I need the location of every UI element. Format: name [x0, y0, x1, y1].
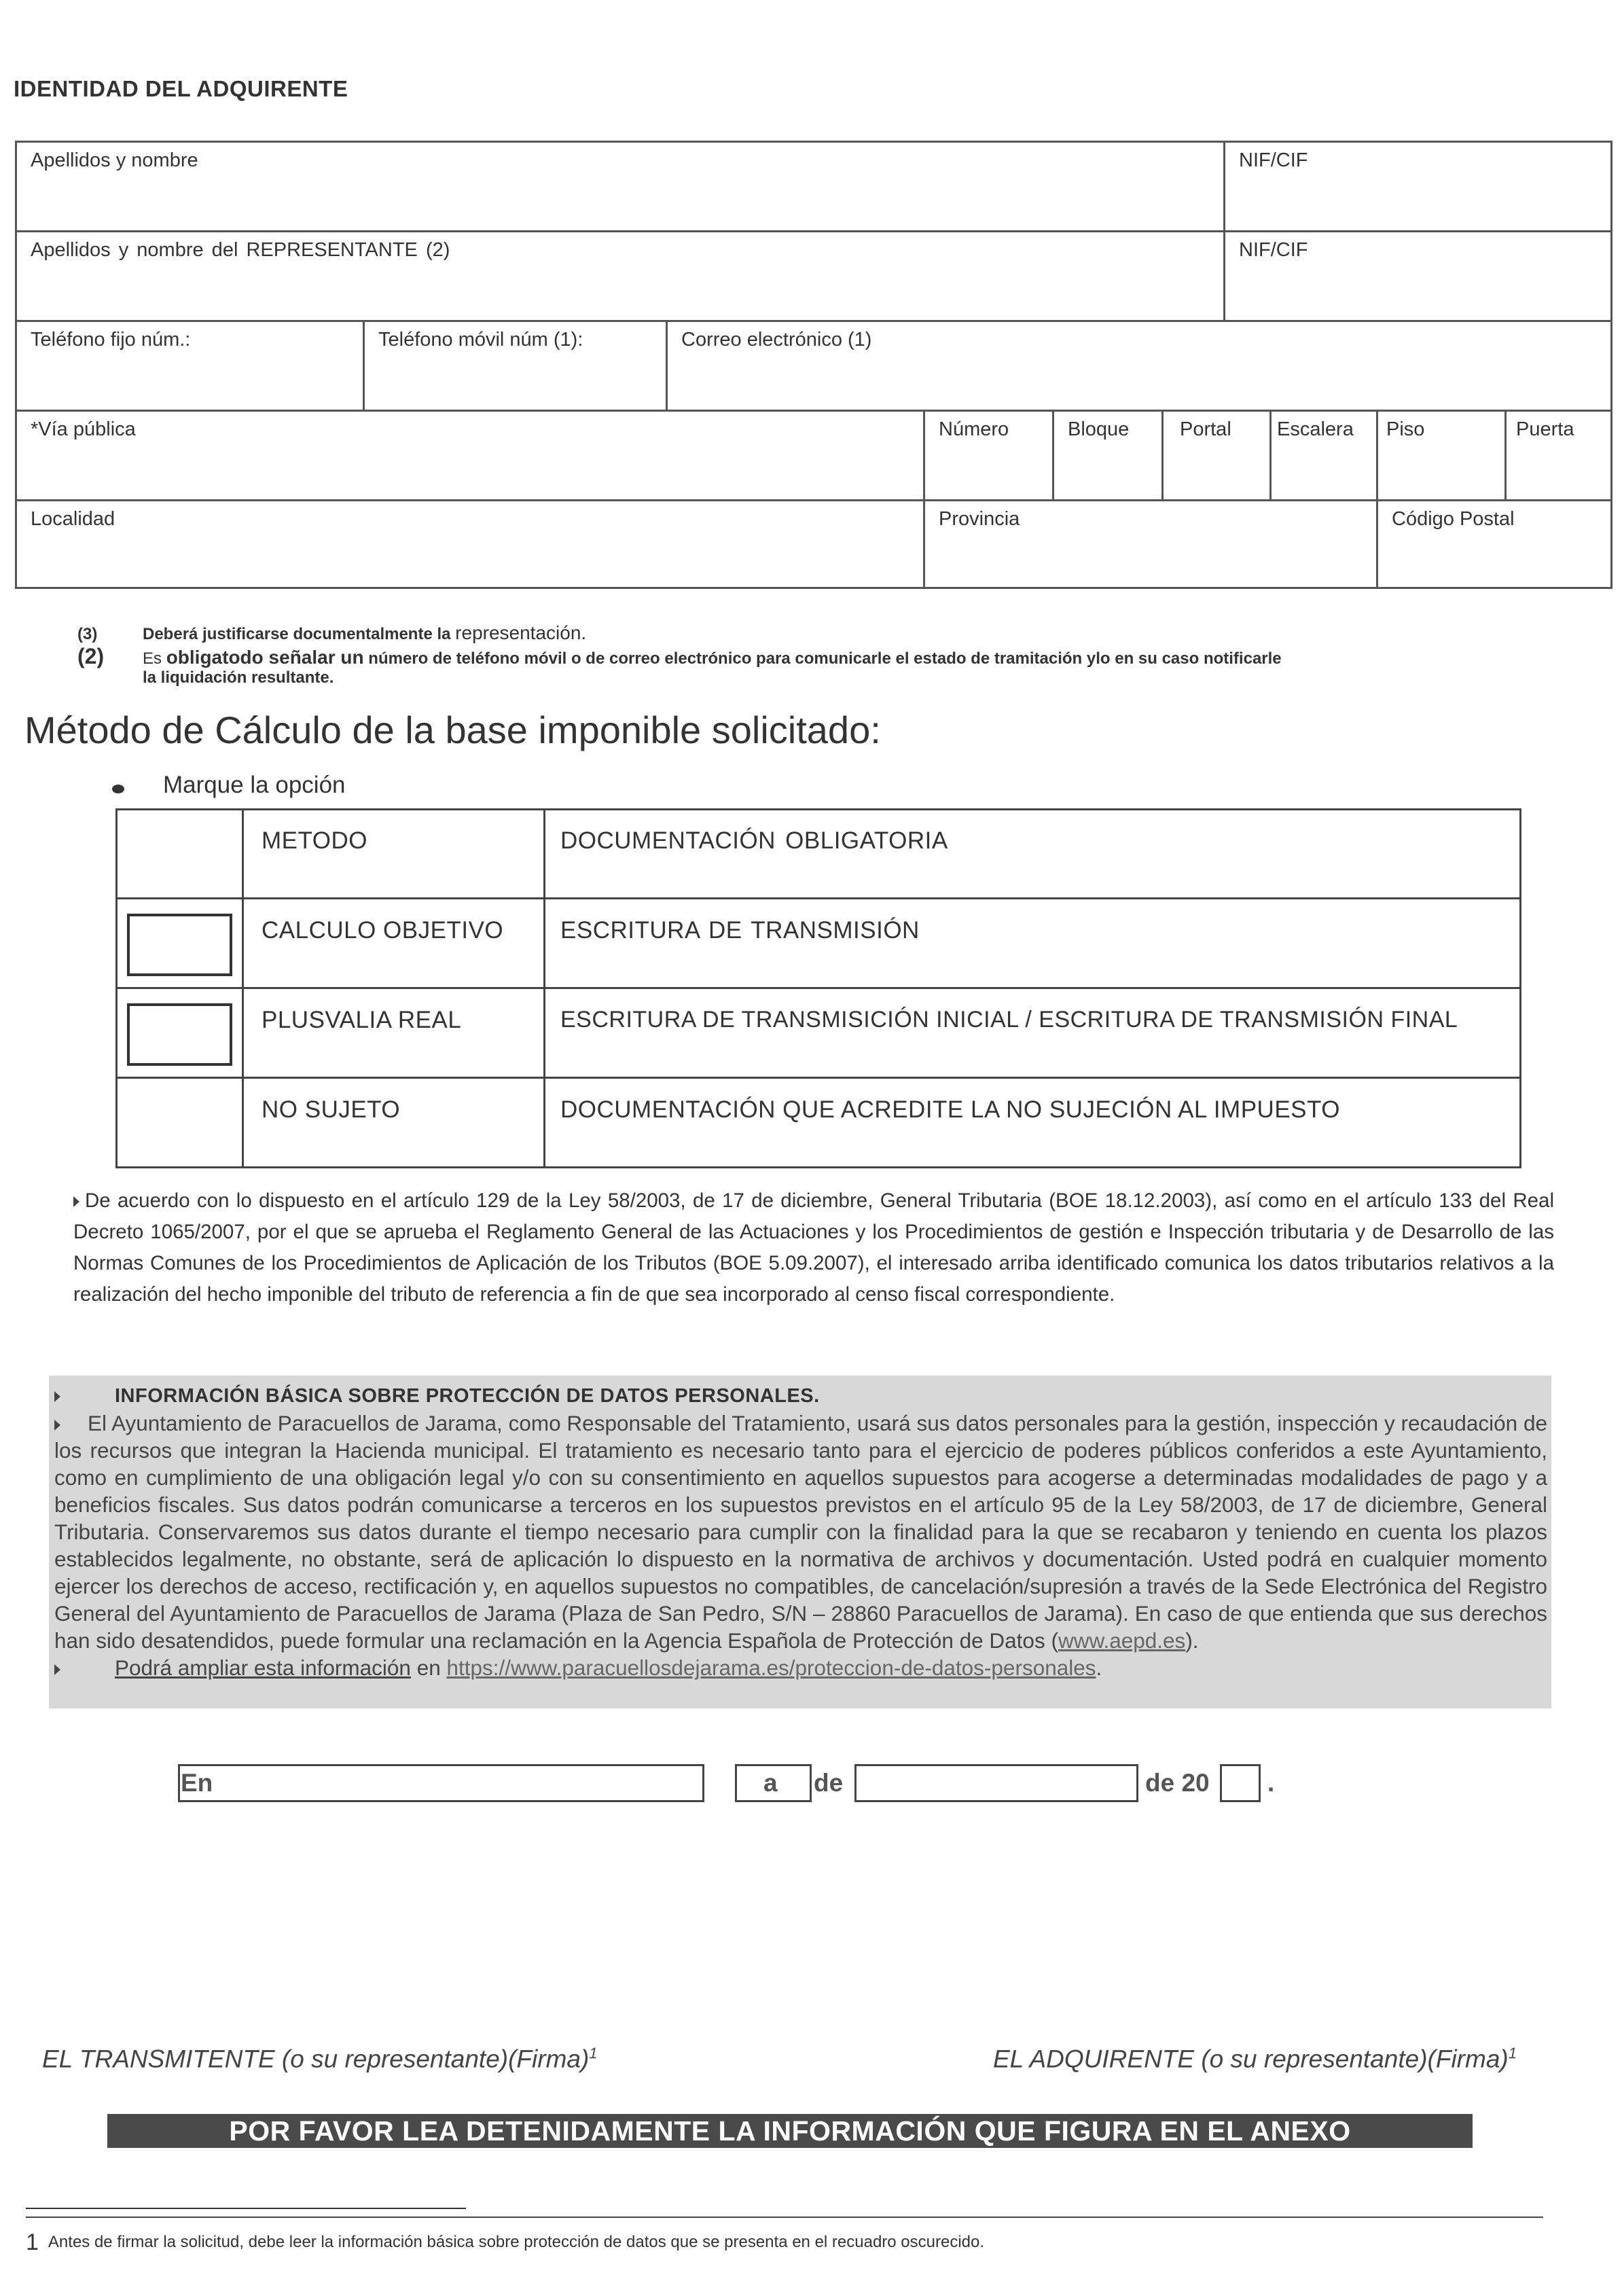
field-numero[interactable]: Número [939, 418, 1009, 440]
field-telefono-fijo[interactable]: Teléfono fijo núm.: [31, 329, 191, 351]
doc-calculo-objetivo: ESCRITURA DE TRANSMISIÓN [560, 917, 920, 944]
field-correo[interactable]: Correo electrónico (1) [681, 329, 872, 351]
header-metodo: METODO [262, 827, 367, 854]
label-de-20: de 20 [1145, 1769, 1210, 1797]
field-nif-representante[interactable]: NIF/CIF [1239, 239, 1308, 261]
footer-rule [26, 2217, 1543, 2218]
privacy-policy-link[interactable]: https://www.paracuellosdejarama.es/proteccion-de-datos-personales [446, 1655, 1096, 1680]
signature-adquirente: EL ADQUIRENTE (o su representante)(Firma)$^1$ [993, 2045, 1517, 2073]
aepd-link[interactable]: www.aepd.es [1058, 1628, 1186, 1653]
field-puerta[interactable]: Puerta [1516, 418, 1574, 440]
method-title: Método de Cálculo de la base imponible solicitado: [24, 708, 881, 751]
arrow-icon [73, 1196, 79, 1207]
field-telefono-movil[interactable]: Teléfono móvil núm (1): [378, 329, 583, 351]
footnote: 1 Antes de firmar la solicitud, debe leer la información básica sobre protección de datos que se presenta en el recuadro oscurecido. [26, 2229, 985, 2255]
month-input[interactable] [854, 1764, 1138, 1802]
year-input[interactable] [1220, 1764, 1261, 1802]
note-2-continuation: la liquidación resultante. [143, 668, 334, 687]
arrow-icon [54, 1664, 60, 1675]
field-nif[interactable]: NIF/CIF [1239, 149, 1308, 171]
doc-plusvalia-real: ESCRITURA DE TRANSMISICIÓN INICIAL / ESCRITURA DE TRANSMISIÓN FINAL [560, 1007, 1458, 1033]
field-representante[interactable]: Apellidos y nombre del REPRESENTANTE (2) [31, 239, 450, 261]
method-calculo-objetivo: CALCULO OBJETIVO [262, 917, 504, 944]
field-portal[interactable]: Portal [1180, 418, 1231, 440]
privacy-box: INFORMACIÓN BÁSICA SOBRE PROTECCIÓN DE DATOS PERSONALES. El Ayuntamiento de Paracuellos de Jarama, como Responsable del Tratamiento, usará sus datos personales para la gestión, inspección y recaudación de los recursos que integran la Hacienda municipal. El tratamiento es necesario tanto para el ejercicio de poderes públicos conferidos a este Ayuntamiento, como en cumplimiento de una obligación legal y/o con su consentimiento en aquellos supuestos para acogerse a determinadas modalidades de pago y a beneficios fiscales. Sus datos podrán comunicarse a terceros en los supuestos previstos en el artículo 95 de la Ley 58/2003, de 17 de diciembre, General Tributaria. Conservaremos sus datos durante el tiempo necesario para cumplir con la finalidad para la que se recabaron y teniendo en cuenta los plazos establecidos legalmente, no obstante, será de aplicación lo dispuesto en la normativa de archivos y documentación. Usted podrá en cualquier momento ejercer los derechos de acceso, rectificación y, en aquellos supuestos no compatibles, de cancelación/supresión a través de la Sede Electrónica del Registro General del Ayuntamiento de Paracuellos de Jarama (Plaza de San Pedro, S/N – 28860 Paracuellos de Jarama). En caso de que entienda que sus derechos han sido desatendidos, puede formular una reclamación en la Agencia Española de Protección de Datos (www.aepd.es). Podrá ampliar esta información en https://www.paracuellosdejarama.es/proteccion-de-datos-personales. [49, 1376, 1551, 1708]
section-title: IDENTIDAD DEL ADQUIRENTE [14, 76, 348, 101]
method-plusvalia-real: PLUSVALIA REAL [262, 1007, 462, 1033]
identity-table [15, 141, 1612, 589]
annex-banner: POR FAVOR LEA DETENIDAMENTE LA INFORMACIÓN QUE FIGURA EN EL ANEXO [107, 2114, 1473, 2148]
field-bloque[interactable]: Bloque [1068, 418, 1130, 440]
field-localidad[interactable]: Localidad [31, 508, 115, 530]
privacy-body: El Ayuntamiento de Paracuellos de Jarama, como Responsable del Tratamiento, usará sus datos personales para la gestión, inspección y recaudación de los recursos que integran la Hacienda municipal. El tratamiento es necesario tanto para el ejercicio de poderes públicos conferidos a este Ayuntamiento, como en cumplimiento de una obligación legal y/o con su consentimiento en aquellos supuestos para acogerse a determinadas modalidades de pago y a beneficios fiscales. Sus datos podrán comunicarse a terceros en los supuestos previstos en el artículo 95 de la Ley 58/2003, de 17 de diciembre, General Tributaria. Conservaremos sus datos durante el tiempo necesario para cumplir con la finalidad para la que se recabaron y teniendo en cuenta los plazos establecidos legalmente, no obstante, será de aplicación lo dispuesto en la normativa de archivos y documentación. Usted podrá en cualquier momento ejercer los derechos de acceso, rectificación y, en aquellos supuestos no compatibles, de cancelación/supresión a través de la Sede Electrónica del Registro General del Ayuntamiento de Paracuellos de Jarama (Plaza de San Pedro, S/N – 28860 Paracuellos de Jarama). En caso de que entienda que sus derechos han sido desatendidos, puede formular una reclamación en la Agencia Española de Protección de Datos ( [54, 1411, 1547, 1653]
arrow-icon [54, 1391, 60, 1402]
field-escalera[interactable]: Escalera [1277, 418, 1354, 440]
label-a: a [763, 1769, 778, 1797]
method-no-sujeto: NO SUJETO [262, 1096, 401, 1123]
checkbox-plusvalia-real[interactable] [127, 1003, 232, 1066]
note-2: (2) Es obligatodo señalar un número de teléfono móvil o de correo electrónico para comunicarle el estado de tramitación ylo en su caso notificarle [77, 644, 1282, 668]
field-piso[interactable]: Piso [1386, 418, 1425, 440]
method-instruction: Marque la opción [163, 772, 346, 798]
header-documentacion: DOCUMENTACIÓN OBLIGATORIA [560, 827, 948, 854]
place-input[interactable] [178, 1764, 704, 1802]
privacy-heading: INFORMACIÓN BÁSICA SOBRE PROTECCIÓN DE DATOS PERSONALES. [115, 1385, 820, 1407]
signature-transmitente: EL TRANSMITENTE (o su representante)(Firma)$^1$ [42, 2045, 598, 2073]
label-de: de [814, 1769, 844, 1797]
checkbox-calculo-objetivo[interactable] [127, 914, 232, 976]
footnote-divider [26, 2208, 466, 2209]
field-via-publica[interactable]: *Vía pública [31, 418, 136, 440]
doc-no-sujeto: DOCUMENTACIÓN QUE ACREDITE LA NO SUJECIÓN AL IMPUESTO [560, 1096, 1340, 1123]
label-en: En [181, 1769, 213, 1797]
label-dot: . [1267, 1769, 1275, 1797]
legal-notice: De acuerdo con lo dispuesto en el artículo 129 de la Ley 58/2003, de 17 de diciembre, General Tributaria (BOE 18.12.2003), así como en el artículo 133 del Real Decreto 1065/2007, por el que se aprueba el Reglamento General de las Actuaciones y los Procedimientos de gestión e Inspección tributaria y de Desarrollo de las Normas Comunes de los Procedimientos de Aplicación de los Tributos (BOE 5.09.2007), el interesado arriba identificado comunica los datos tributarios relativos a la realización del hecho imponible del tributo de referencia a fin de que sea incorporado al censo fiscal correspondiente. [73, 1189, 1554, 1306]
field-provincia[interactable]: Provincia [939, 508, 1020, 530]
bullet-icon [112, 785, 124, 793]
method-table [115, 808, 1521, 1168]
arrow-icon [54, 1420, 60, 1431]
note-3: (3) Deberá justificarse documentalmente la representación. [77, 622, 587, 643]
field-apellidos-nombre[interactable]: Apellidos y nombre [31, 149, 198, 171]
field-codigo-postal[interactable]: Código Postal [1392, 508, 1515, 530]
